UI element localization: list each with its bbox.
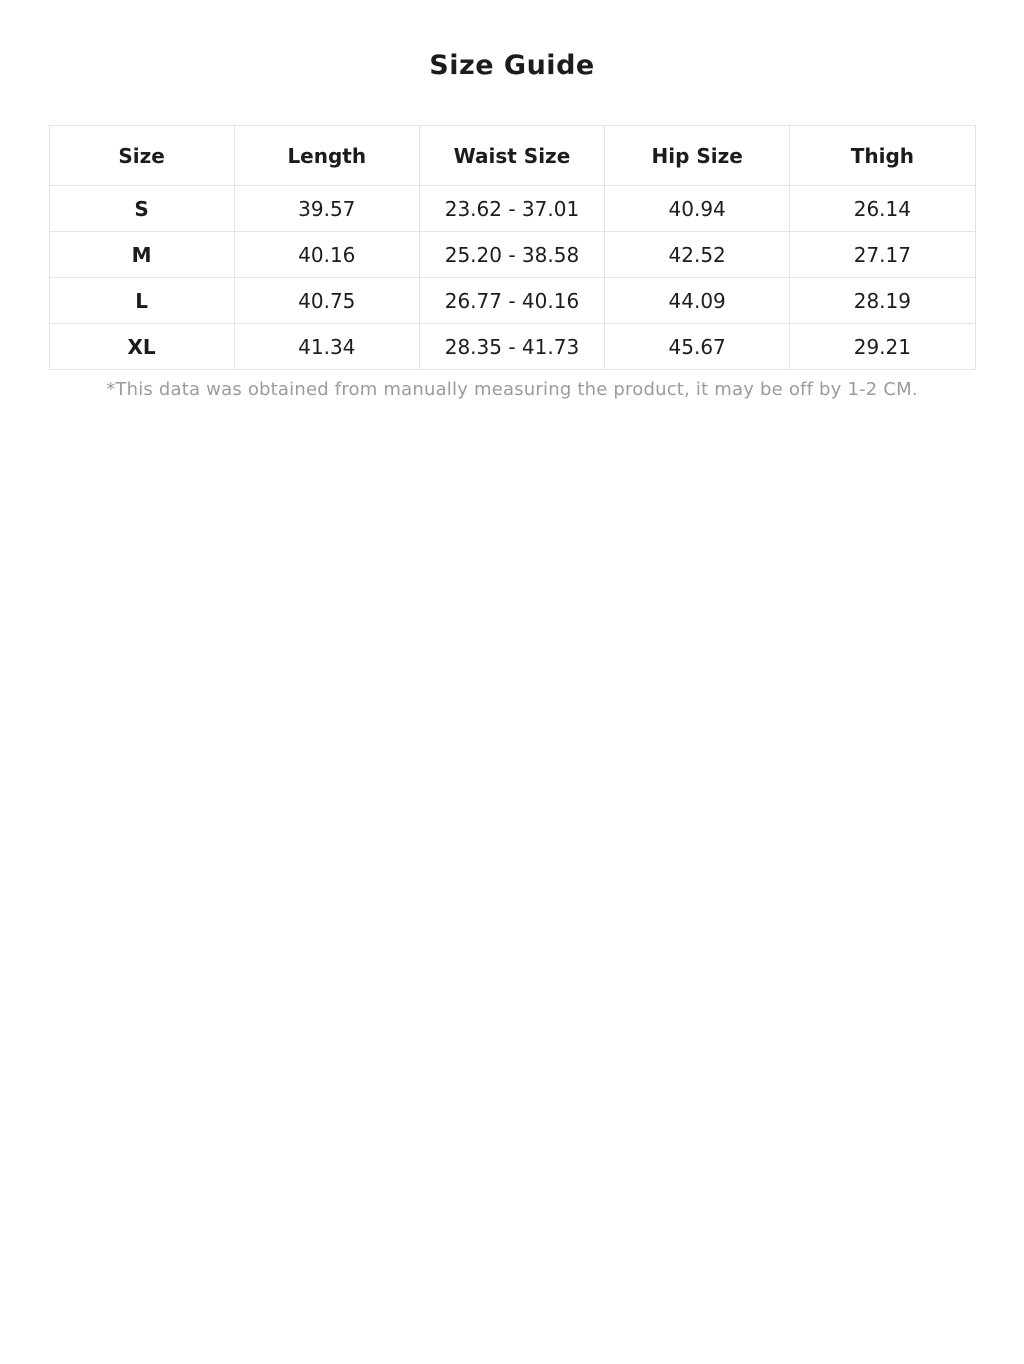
length-cell: 41.34 — [234, 324, 419, 370]
length-cell: 39.57 — [234, 186, 419, 232]
waist-size-cell: 23.62 - 37.01 — [419, 186, 604, 232]
column-header-hip-size: Hip Size — [605, 126, 790, 186]
measurement-disclaimer: *This data was obtained from manually measuring the product, it may be off by 1-2 CM. — [106, 379, 918, 400]
hip-size-cell: 42.52 — [605, 232, 790, 278]
length-cell: 40.16 — [234, 232, 419, 278]
waist-size-cell: 26.77 - 40.16 — [419, 278, 604, 324]
size-label-cell: S — [49, 186, 234, 232]
waist-size-cell: 25.20 - 38.58 — [419, 232, 604, 278]
page-title: Size Guide — [429, 50, 595, 81]
column-header-thigh: Thigh — [790, 126, 975, 186]
thigh-cell: 26.14 — [790, 186, 975, 232]
size-label-cell: XL — [49, 324, 234, 370]
length-cell: 40.75 — [234, 278, 419, 324]
column-header-size: Size — [49, 126, 234, 186]
header-row — [49, 126, 975, 186]
waist-size-cell: 28.35 - 41.73 — [419, 324, 604, 370]
column-header-length: Length — [234, 126, 419, 186]
table-row-m — [49, 232, 975, 278]
size-label-cell: M — [49, 232, 234, 278]
column-header-waist-size: Waist Size — [419, 126, 604, 186]
table-row-xl — [49, 324, 975, 370]
table-header — [49, 126, 975, 186]
thigh-cell: 29.21 — [790, 324, 975, 370]
table-row-s — [49, 186, 975, 232]
size-label-cell: L — [49, 278, 234, 324]
thigh-cell: 27.17 — [790, 232, 975, 278]
size-guide-section — [49, 125, 976, 400]
size-guide-table — [49, 125, 976, 370]
table-row-l — [49, 278, 975, 324]
thigh-cell: 28.19 — [790, 278, 975, 324]
hip-size-cell: 44.09 — [605, 278, 790, 324]
hip-size-cell: 45.67 — [605, 324, 790, 370]
table-body — [49, 186, 975, 370]
hip-size-cell: 40.94 — [605, 186, 790, 232]
